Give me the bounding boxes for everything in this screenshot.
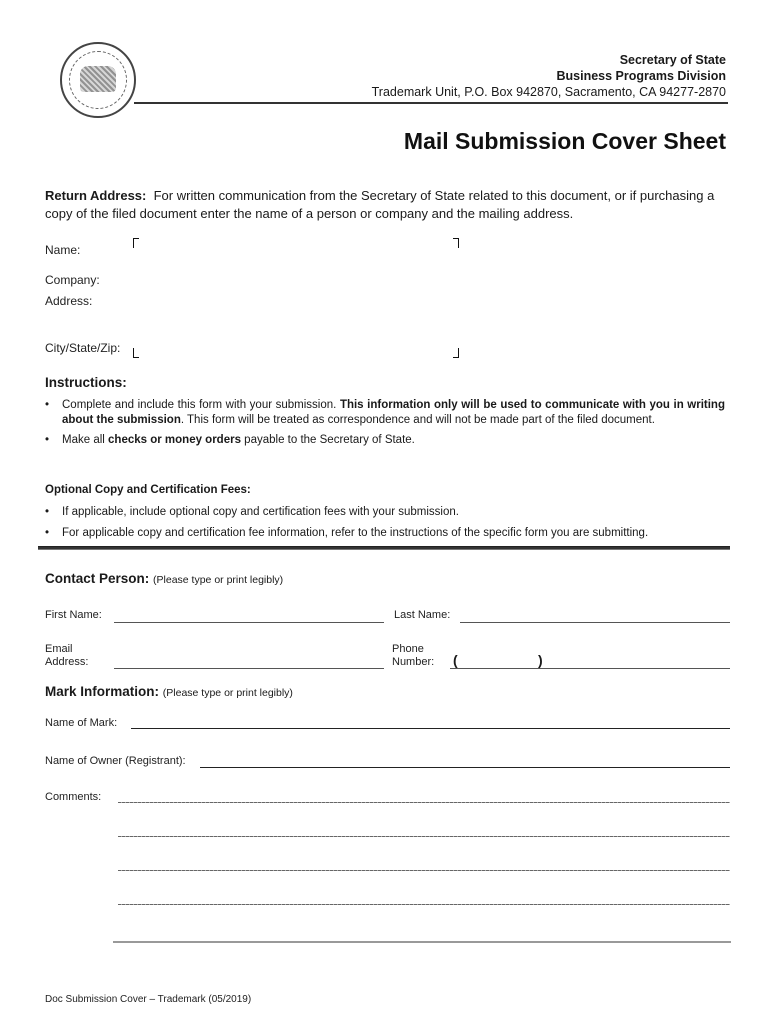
bracket-bottom-right (453, 348, 459, 358)
optional-fees-list (45, 505, 735, 541)
comments-line (118, 836, 730, 837)
first-name-label: First Name: (45, 609, 102, 621)
name-of-mark-label: Name of Mark: (45, 717, 118, 729)
bracket-bottom-left (133, 348, 139, 358)
email-label: Email Address: (45, 643, 89, 668)
phone-input[interactable] (450, 668, 730, 669)
optional-fees-heading: Optional Copy and Certification Fees: (45, 484, 251, 496)
fee-item: • For applicable copy and certification fee information, refer to the instructions of the specific form you are submitting. (45, 526, 735, 541)
first-name-input[interactable] (114, 622, 384, 623)
email-input[interactable] (114, 668, 384, 669)
phone-area-open: ( (453, 652, 458, 668)
return-address-text: For written communication from the Secretary of State related to this document, or if purchasing a copy of the filed document enter the name of a person or company and the mailing address. (45, 188, 715, 221)
mailing-address: Trademark Unit, P.O. Box 942870, Sacramento, CA 94277-2870 (371, 85, 726, 99)
company-label: Company: (45, 273, 100, 287)
last-name-input[interactable] (460, 622, 730, 623)
state-seal-icon (60, 42, 136, 118)
instructions-heading: Instructions: (45, 375, 127, 390)
return-address-intro (45, 187, 735, 223)
comments-input[interactable] (113, 795, 731, 945)
division-name: Business Programs Division (556, 69, 726, 83)
name-of-mark-input[interactable] (131, 728, 730, 729)
city-state-zip-label: City/State/Zip: (45, 341, 121, 355)
mark-information-heading: Mark Information: (Please type or print legibly) (45, 684, 293, 699)
owner-label: Name of Owner (Registrant): (45, 755, 186, 767)
contact-person-heading: Contact Person: (Please type or print legibly) (45, 571, 284, 586)
instruction-item: • Complete and include this form with your submission. This information only will be used to communicate with you in writing about the submission. This form will be treated as correspondence and will not be made part of the filed document. (45, 398, 725, 428)
comments-line (118, 904, 730, 905)
instructions-list (45, 398, 725, 448)
form-footer: Doc Submission Cover – Trademark (05/2019) (45, 994, 252, 1005)
last-name-label: Last Name: (394, 609, 451, 621)
fee-item: • If applicable, include optional copy and certification fees with your submission. (45, 505, 735, 520)
comments-line (118, 802, 730, 803)
return-address-box[interactable] (133, 238, 459, 358)
section-divider (38, 546, 730, 550)
bracket-top-right (453, 238, 459, 248)
seal-center (80, 66, 116, 92)
header-divider (134, 102, 728, 104)
instruction-item: • Make all checks or money orders payable to the Secretary of State. (45, 433, 725, 448)
name-label: Name: (45, 243, 81, 257)
address-label: Address: (45, 294, 93, 308)
comments-label: Comments: (45, 791, 102, 803)
page-title: Mail Submission Cover Sheet (403, 128, 726, 154)
phone-area-close: ) (538, 652, 543, 668)
phone-label: Phone Number: (392, 643, 435, 668)
return-address-label: Return Address: (45, 188, 147, 203)
comments-line (113, 941, 731, 943)
comments-line (118, 870, 730, 871)
agency-name: Secretary of State (619, 53, 726, 67)
bracket-top-left (133, 238, 139, 248)
owner-input[interactable] (200, 767, 730, 768)
